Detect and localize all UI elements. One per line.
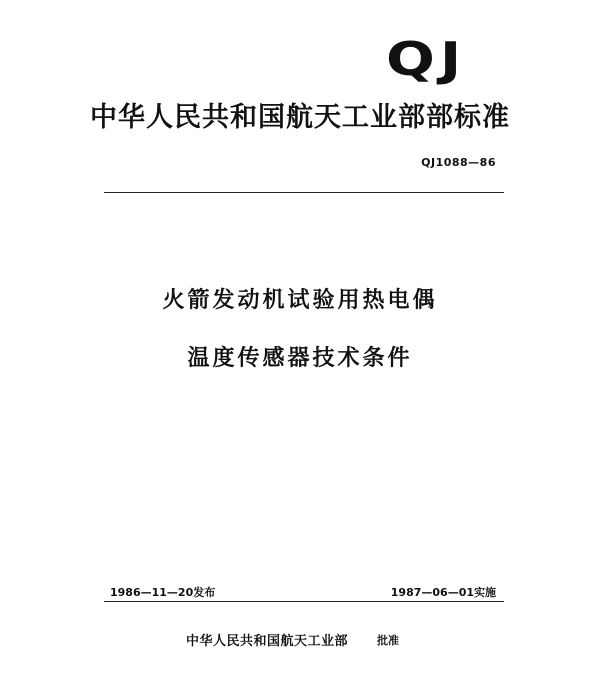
document-title-line-2: 温度传感器技术条件 bbox=[187, 346, 413, 371]
top-divider bbox=[104, 192, 504, 193]
document-title-line-1: 火箭发动机试验用热电偶 bbox=[162, 288, 438, 313]
organization-standard-title: 中华人民共和国航天工业部部标准 bbox=[90, 102, 510, 133]
approval-label: 批准 bbox=[377, 634, 399, 647]
standard-code: QJ1088—86 bbox=[421, 156, 496, 169]
qj-logo: QJ bbox=[385, 32, 466, 86]
bottom-divider bbox=[104, 601, 504, 602]
issue-date: 1986—11—20发布 bbox=[110, 586, 216, 599]
approving-authority: 中华人民共和国航天工业部 bbox=[186, 634, 349, 649]
effective-date: 1987—06—01实施 bbox=[390, 586, 496, 599]
